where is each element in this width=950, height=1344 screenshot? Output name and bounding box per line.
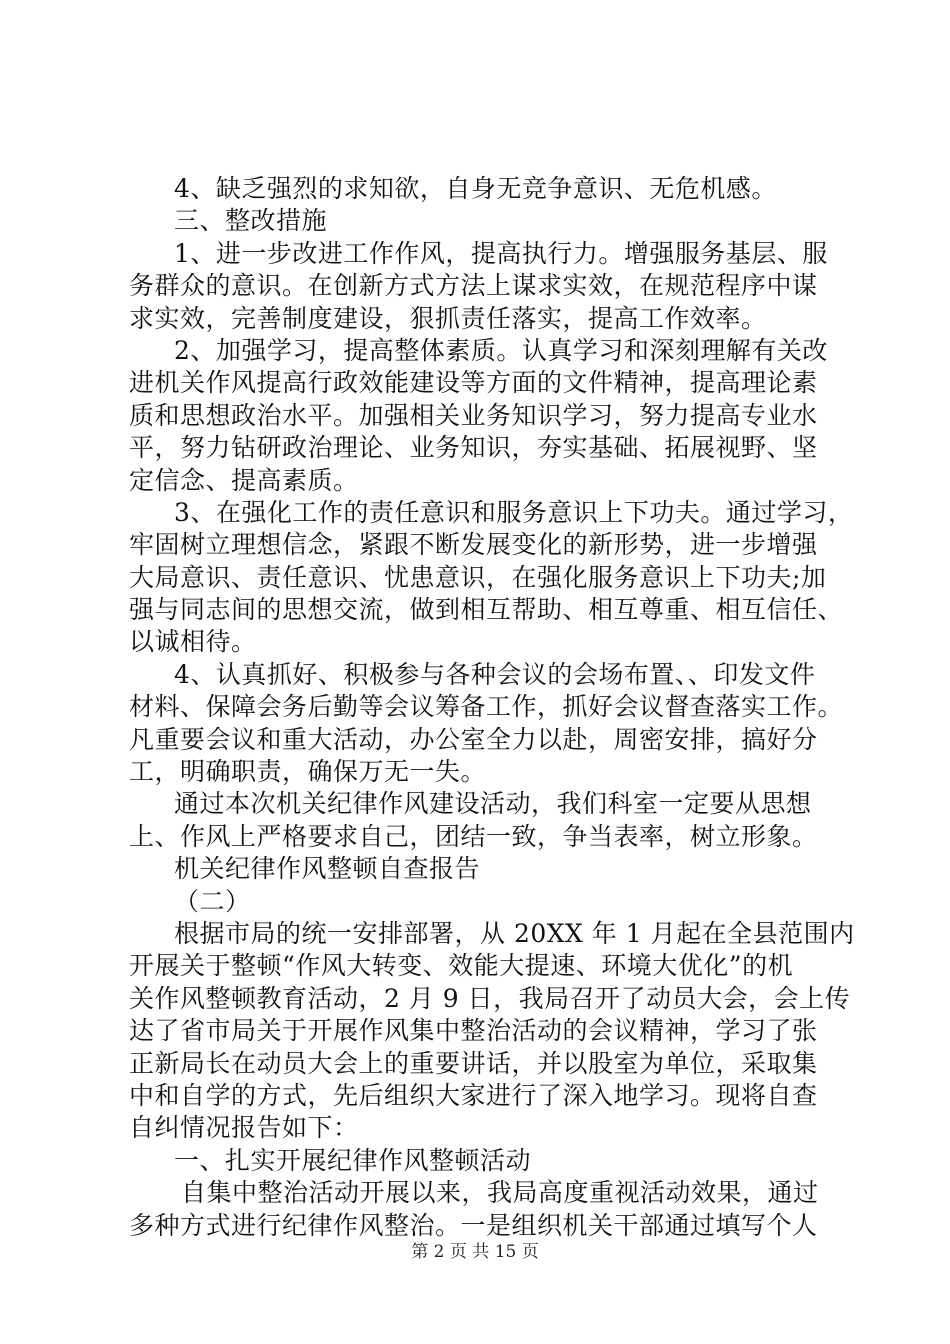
document-body — [129, 173, 855, 1242]
text-line: 材料、保障会务后勤等会议筹备工作，抓好会议督查落实工作。 — [129, 692, 844, 722]
page-footer: 第 2 页 共 15 页 — [411, 1242, 539, 1262]
text-line: 开展关于整顿“作风大转变、效能大提速、环境大优化”的机 — [129, 951, 794, 981]
text-line: 平，努力钻研政治理论、业务知识，夯实基础、拓展视野、坚 — [129, 433, 818, 463]
report-title: 机关纪律作风整顿自查报告 — [174, 854, 481, 884]
text-line: 定信念、提高素质。 — [129, 465, 359, 495]
text-line: 4、认真抓好、积极参与各种会议的会场布置、、印发文件 — [174, 659, 816, 689]
text-line: 强与同志间的思想交流，做到相互帮助、相互尊重、相互信任、 — [129, 595, 844, 625]
text-line: 自集中整治活动开展以来，我局高度重视活动效果，通过 — [181, 1178, 819, 1208]
text-line: 凡重要会议和重大活动，办公室全力以赴，周密安排，搞好分 — [129, 724, 818, 754]
text-line: 根据市局的统一安排部署，从 20XX 年 1 月起在全县范围内 — [174, 918, 855, 948]
text-line: 通过本次机关纪律作风建设活动，我们科室一定要从思想 — [174, 789, 812, 819]
text-line: 大局意识、责任意识、忧患意识，在强化服务意识上下功夫;加 — [129, 562, 827, 592]
text-line: 关作风整顿教育活动，2 月 9 日，我局召开了动员大会，会上传 — [129, 983, 851, 1013]
text-line: 进机关作风提高行政效能建设等方面的文件精神，提高理论素 — [129, 368, 818, 398]
text-line: 2、加强学习，提高整体素质。认真学习和深刻理解有关改 — [174, 335, 828, 365]
text-line: 4、缺乏强烈的求知欲，自身无竞争意识、无危机感。 — [174, 174, 777, 203]
text-line: 求实效，完善制度建设，狠抓责任落实，提高工作效率。 — [129, 303, 767, 333]
report-subtitle: （二） — [174, 886, 251, 916]
text-line: 工，明确职责，确保万无一失。 — [129, 757, 487, 787]
text-line: 达了省市局关于开展作风集中整治活动的会议精神，学习了张 — [129, 1016, 818, 1046]
text-line: 多种方式进行纪律作风整治。一是组织机关干部通过填写个人 — [129, 1210, 818, 1240]
section-heading: 一、扎实开展纪律作风整顿活动 — [174, 1145, 532, 1175]
text-line: 牢固树立理想信念，紧跟不断发展变化的新形势，进一步增强 — [129, 530, 818, 560]
text-line: 质和思想政治水平。加强相关业务知识学习，努力提高专业水 — [129, 400, 818, 430]
text-line: 务群众的意识。在创新方式方法上谋求实效，在规范程序中谋 — [129, 271, 818, 301]
section-heading: 三、整改措施 — [174, 206, 328, 236]
text-line: 正新局长在动员大会上的重要讲话，并以股室为单位，采取集 — [129, 1048, 818, 1078]
text-line: 以诚相待。 — [129, 627, 257, 657]
text-line: 中和自学的方式，先后组织大家进行了深入地学习。现将自查 — [129, 1080, 818, 1110]
text-line: 1、进一步改进工作作风，提高执行力。增强服务基层、服 — [174, 238, 828, 268]
text-line: 自纠情况报告如下： — [129, 1113, 359, 1143]
text-line: 3、在强化工作的责任意识和服务意识上下功夫。通过学习， — [174, 497, 854, 527]
text-line: 上、作风上严格要求自己，团结一致，争当表率，树立形象。 — [129, 821, 818, 851]
